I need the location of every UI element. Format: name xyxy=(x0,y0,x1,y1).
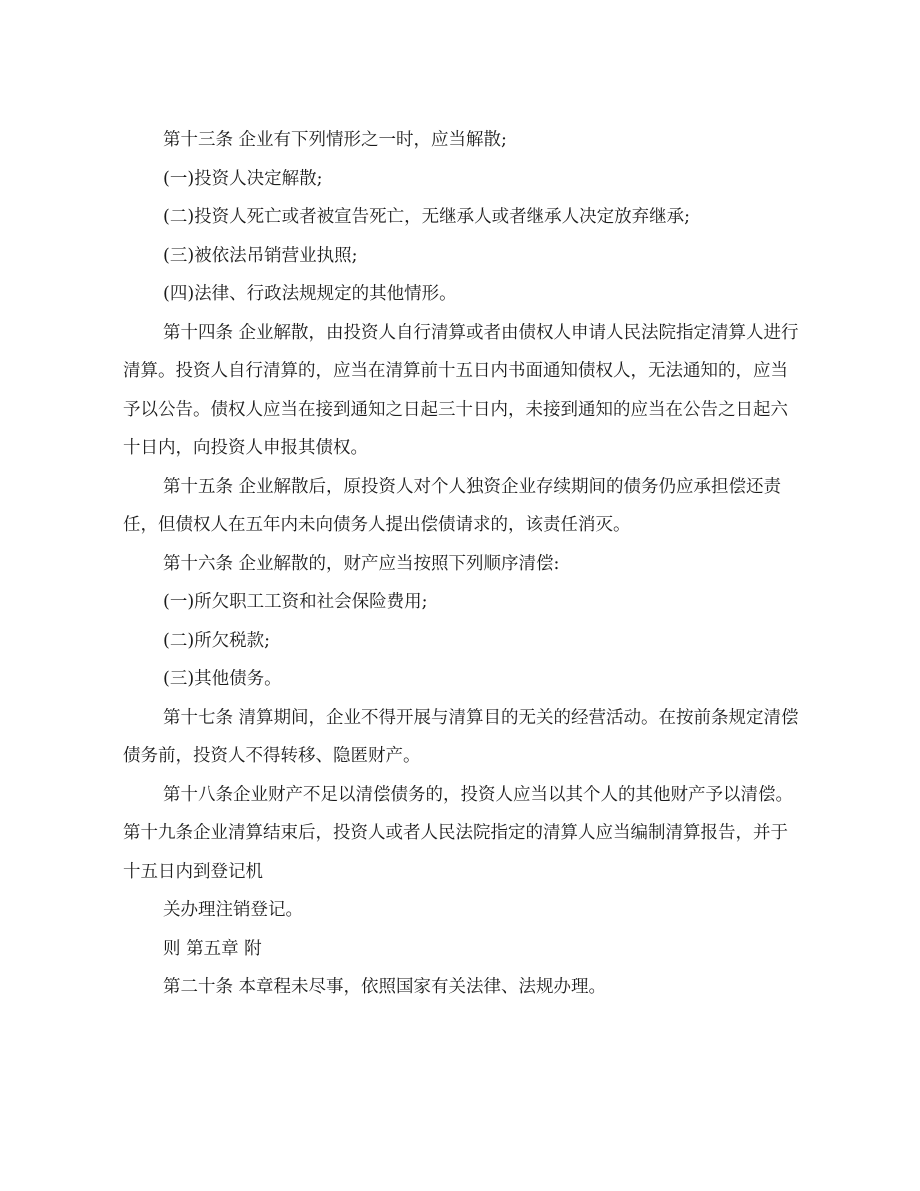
article-13: 第十三条 企业有下列情形之一时，应当解散; xyxy=(163,130,507,150)
article-13-item-1: (一)投资人决定解散; xyxy=(163,168,323,189)
article-20: 第二十条 本章程未尽事，依照国家有关法律、法规办理。 xyxy=(163,977,607,997)
document-body xyxy=(123,121,803,1007)
article-19-continuation: 关办理注销登记。 xyxy=(163,900,303,920)
article-17: 第十七条 清算期间，企业不得开展与清算目的无关的经营活动。在按前条规定清偿债务前，投资人不得转移、隐匿财产。 xyxy=(123,707,799,766)
article-16-item-1: (一)所欠职工工资和社会保险费用; xyxy=(163,592,428,612)
article-13-item-3: (三)被依法吊销营业执照; xyxy=(163,245,358,266)
article-13-item-4: (四)法律、行政法规规定的其他情形。 xyxy=(163,284,457,304)
chapter-5-heading: 则 第五章 附 xyxy=(163,938,262,959)
article-13-item-2: (二)投资人死亡或者被宣告死亡，无继承人或者继承人决定放弃继承; xyxy=(163,207,691,227)
article-16-item-3: (三)其他债务。 xyxy=(163,669,282,689)
article-14: 第十四条 企业解散，由投资人自行清算或者由债权人申请人民法院指定清算人进行清算。投资人自行清算的，应当在清算前十五日内书面通知债权人，无法通知的，应当予以公告。债权人应当在接到通知之日起三十日内，未接到通知的应当在公告之日起六十日内，向投资人申报其债权。 xyxy=(123,322,799,458)
article-15: 第十五条 企业解散后，原投资人对个人独资企业存续期间的债务仍应承担偿还责任，但债权人在五年内未向债务人提出偿债请求的，该责任消灭。 xyxy=(123,476,782,535)
article-16: 第十六条 企业解散的，财产应当按照下列顺序清偿: xyxy=(163,553,560,574)
article-18-19: 第十八条企业财产不足以清偿债务的，投资人应当以其个人的其他财产予以清偿。 第十九条企业清算结束后，投资人或者人民法院指定的清算人应当编制清算报告，并于十五日内到登记机 xyxy=(123,784,793,882)
article-16-item-2: (二)所欠税款; xyxy=(163,630,271,651)
